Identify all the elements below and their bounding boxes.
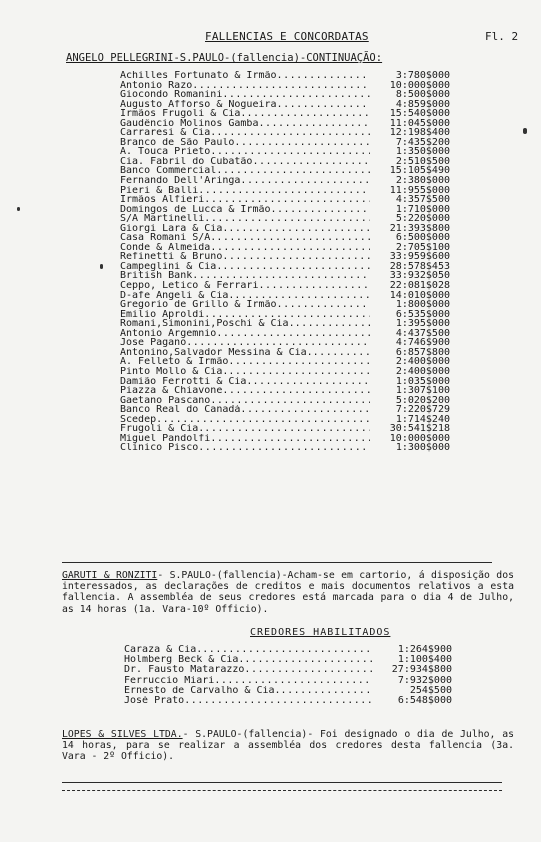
creditor-row	[120, 100, 450, 110]
creditor-name: Pinto Mollo & Cia.	[120, 366, 229, 377]
creditor-row	[120, 195, 450, 205]
creditor-amount: 12:198$400	[389, 128, 450, 138]
creditor-row	[124, 696, 452, 706]
leader-dots	[252, 377, 370, 387]
creditor-list	[120, 71, 450, 453]
section-name: GARUTI & RONZITI	[62, 570, 158, 581]
creditor-name: Gregorio de Grillo & Irmão	[120, 300, 277, 310]
leader-dots	[216, 128, 370, 138]
section-title-angelo-pellegrini	[66, 52, 382, 64]
creditor-row	[120, 71, 450, 81]
header-title: FALLENCIAS E CONCORDATAS	[205, 30, 369, 43]
creditor-name: Irmãos Frugoli & Cia.	[120, 109, 247, 119]
leader-dots	[234, 291, 370, 301]
leader-dots	[204, 310, 370, 320]
creditor-amount: 14:010$000	[389, 290, 450, 301]
creditor-amount: 1:035$000	[395, 376, 450, 387]
creditor-row	[120, 424, 450, 434]
creditor-row	[120, 405, 450, 415]
creditor-row	[120, 386, 450, 396]
creditor-name: Irmãos Alfieri	[120, 195, 205, 205]
creditor-row	[120, 300, 450, 310]
creditor-name: S/A Martinelli	[120, 214, 205, 224]
creditor-name: Damião Ferrotti & Cia.	[120, 376, 253, 387]
creditor-amount: 7:932$000	[397, 675, 452, 686]
creditor-row	[120, 367, 450, 377]
creditor-row	[120, 396, 450, 406]
creditor-row	[124, 645, 452, 655]
creditor-name: Caraza & Cia.	[124, 645, 203, 655]
leader-dots	[228, 367, 370, 377]
leader-dots	[228, 357, 370, 367]
creditor-amount: 1:300$000	[395, 443, 450, 453]
leader-dots	[277, 71, 370, 81]
creditor-amount: 3:780$000	[395, 71, 450, 81]
creditor-row	[120, 281, 450, 291]
creditor-name: Frugoli & Cia.	[120, 424, 205, 434]
creditor-amount: 254$500	[409, 685, 452, 696]
creditor-row	[120, 119, 450, 129]
creditor-row	[120, 310, 450, 320]
leader-dots	[258, 281, 370, 291]
creditor-row	[120, 81, 450, 91]
creditor-amount: 28:578$453	[389, 261, 450, 272]
leader-dots	[156, 415, 370, 425]
creditor-amount: 10:000$000	[389, 80, 450, 91]
divider	[62, 790, 502, 791]
creditor-amount: 5:220$000	[395, 214, 450, 224]
creditor-name: Jose Pagano	[120, 338, 187, 348]
creditor-row	[120, 319, 450, 329]
creditor-row	[120, 157, 450, 167]
creditor-name: Ferruccio Miari	[124, 675, 215, 686]
creditor-amount: 22:081$028	[389, 281, 450, 291]
creditor-name: Giocondo Romanini	[120, 90, 223, 100]
creditor-amount: 1:307$100	[395, 386, 450, 396]
creditor-name: Refinetti & Bruno	[120, 252, 223, 262]
creditor-amount: 7:435$200	[395, 137, 450, 148]
creditor-row	[124, 686, 452, 696]
creditor-amount: 27:934$800	[391, 665, 452, 676]
creditor-row	[124, 676, 452, 686]
section-name: ANGELO PELLEGRINI	[66, 52, 174, 64]
leader-dots	[186, 338, 370, 348]
creditor-row	[120, 291, 450, 301]
creditor-name: Conde & Almeida	[120, 242, 211, 253]
creditor-row	[120, 214, 450, 224]
creditor-name: Romani,Simonini,Poschi & Cia.	[120, 319, 295, 329]
leader-dots	[198, 186, 370, 196]
garuti-paragraph	[62, 570, 514, 615]
creditor-name: Branco de São Paulo	[120, 137, 235, 148]
creditor-name: British Bank	[120, 271, 193, 282]
creditor-name: Banco Real do Canadá	[120, 405, 241, 415]
creditor-amount: 11:955$000	[389, 185, 450, 196]
leader-dots	[295, 319, 370, 329]
creditor-name: Clinico Pisco	[120, 443, 199, 453]
creditor-name: Gaetano Pascano	[120, 395, 211, 406]
leader-dots	[240, 405, 370, 415]
leader-dots	[216, 166, 370, 176]
section-rest: -S.PAULO-(fallencia)-CONTINUAÇÃO:	[173, 52, 383, 64]
creditor-name: Achilles Fortunato & Irmão	[120, 71, 277, 81]
creditor-name: Augusto Afforso & Nogueira	[120, 99, 277, 110]
creditor-row	[120, 338, 450, 348]
creditor-amount: 1:395$000	[395, 319, 450, 329]
creditor-name: D-afe Angeli & Cia.	[120, 290, 235, 301]
leader-dots	[234, 138, 370, 148]
leader-dots	[252, 157, 370, 167]
page-header	[0, 30, 541, 46]
creditor-name: Antonio Argemnio	[120, 328, 217, 339]
creditor-amount: 33:959$600	[389, 252, 450, 262]
creditor-name: Campeglini & Cia.	[120, 261, 223, 272]
leader-dots	[244, 665, 372, 675]
leader-dots	[222, 252, 370, 262]
creditor-name: Emilio Aproldi	[120, 309, 205, 320]
creditor-name: Antonino,Salvador Messina & Cia.	[120, 347, 313, 358]
leader-dots	[313, 348, 370, 358]
creditor-amount: 30:541$218	[389, 424, 450, 434]
creditor-amount: 1:800$000	[395, 300, 450, 310]
creditor-amount: 7:220$729	[395, 405, 450, 415]
leader-dots	[202, 645, 372, 655]
leader-dots	[281, 686, 372, 696]
creditor-row	[120, 109, 450, 119]
creditor-row	[120, 271, 450, 281]
divider	[62, 562, 492, 563]
creditor-row	[120, 233, 450, 243]
creditor-row	[120, 329, 450, 339]
leader-dots	[214, 676, 372, 686]
creditor-row	[120, 90, 450, 100]
creditor-amount: 1:350$000	[395, 147, 450, 157]
ink-mark	[523, 128, 527, 134]
creditor-amount: 1:714$240	[395, 414, 450, 425]
creditor-row	[120, 166, 450, 176]
creditor-amount: 6:857$800	[395, 347, 450, 358]
creditor-row	[120, 443, 450, 453]
divider	[62, 782, 502, 783]
lopes-paragraph	[62, 729, 514, 763]
creditor-row	[120, 377, 450, 387]
creditor-name: Casa Romani S/A.	[120, 233, 217, 243]
habilitated-creditor-list	[124, 645, 452, 706]
creditor-name: Carraresi & Cia.	[120, 128, 217, 138]
creditor-name: Scedep	[120, 414, 157, 425]
creditor-row	[124, 655, 452, 665]
creditor-amount: 4:437$500	[395, 328, 450, 339]
page-number: Fl. 2	[485, 30, 519, 43]
leader-dots	[277, 300, 370, 310]
creditor-amount: 33:932$050	[389, 271, 450, 282]
creditor-amount: 8:500$000	[395, 90, 450, 100]
creditor-amount: 2:400$000	[395, 357, 450, 367]
creditor-name: Antonio Razo	[120, 80, 193, 91]
creditor-name: Piazza & Chiavone	[120, 386, 223, 396]
creditor-name: A. Felleto & Irmão	[120, 357, 229, 367]
paragraph-text: - S.PAULO-(fallencia)-Acham-se em cartorio, á disposição dos interessados, as declarações de creditos e mais documentos relativos a esta fallencia. A assembléa de seus credores está marcada para o dia 4 de Julho, as 14 horas (1a. Vara-10º Officio).	[62, 570, 514, 615]
creditor-name: Banco Commercial	[120, 166, 217, 177]
leader-dots	[198, 443, 370, 453]
creditor-row	[120, 357, 450, 367]
creditor-amount: 6:500$000	[395, 233, 450, 243]
creditor-name: Ceppo, Letico & Ferrari	[120, 281, 259, 291]
creditor-amount: 2:400$000	[395, 366, 450, 377]
leader-dots	[277, 100, 370, 110]
creditor-name: José Prato	[124, 695, 185, 706]
creditor-row	[120, 434, 450, 444]
leader-dots	[210, 396, 370, 406]
section-name: LOPES & SILVES LTDA.	[62, 729, 183, 740]
creditor-amount: 4:357$500	[395, 195, 450, 205]
leader-dots	[240, 176, 370, 186]
leader-dots	[246, 109, 370, 119]
leader-dots	[210, 147, 370, 157]
leader-dots	[210, 434, 370, 444]
creditor-amount: 4:859$000	[395, 99, 450, 110]
creditor-amount: 15:105$490	[389, 166, 450, 177]
creditor-amount: 1:100$400	[397, 655, 452, 666]
creditor-amount: 5:020$200	[395, 395, 450, 406]
creditor-name: Domingos de Lucca & Irmão	[120, 204, 271, 215]
creditor-amount: 2:705$100	[395, 242, 450, 253]
leader-dots	[216, 329, 370, 339]
creditor-row	[120, 186, 450, 196]
creditor-amount: 15:540$000	[389, 109, 450, 119]
creditor-row	[120, 224, 450, 234]
creditor-name: Cia. Fabril do Cubatão	[120, 156, 253, 167]
leader-dots	[210, 243, 370, 253]
leader-dots	[244, 655, 372, 665]
leader-dots	[258, 119, 370, 129]
creditor-amount: 10:000$000	[389, 433, 450, 444]
creditor-name: Dr. Fausto Matarazzo	[124, 665, 245, 676]
creditor-row	[120, 243, 450, 253]
creditor-name: Ernesto de Carvalho & Cia.	[124, 685, 281, 696]
paragraph-text: - S.PAULO-(fallencia)- Foi designado o dia de Julho, as 14 horas, para se realizar a assembléa dos credores desta fallencia (3a. Vara - 2º Officio).	[62, 729, 514, 763]
leader-dots	[222, 90, 370, 100]
leader-dots	[204, 424, 370, 434]
creditor-row	[120, 415, 450, 425]
creditor-row	[120, 262, 450, 272]
ink-mark	[17, 207, 20, 211]
creditor-amount: 11:045$000	[389, 118, 450, 129]
leader-dots	[184, 696, 372, 706]
creditor-row	[120, 348, 450, 358]
creditor-name: Gaudêncio Molinos Gamba	[120, 118, 259, 129]
creditor-row	[120, 205, 450, 215]
leader-dots	[216, 233, 370, 243]
creditor-row	[120, 252, 450, 262]
creditor-row	[120, 138, 450, 148]
leader-dots	[228, 224, 370, 234]
creditor-row	[120, 176, 450, 186]
leader-dots	[271, 205, 370, 215]
creditor-name: A. Touca Prieto	[120, 147, 211, 157]
creditor-amount: 4:746$900	[395, 338, 450, 348]
creditor-amount: 6:548$000	[397, 695, 452, 706]
creditor-name: Holmberg Beck & Cia.	[124, 655, 245, 666]
leader-dots	[204, 195, 370, 205]
creditors-subtitle: CREDORES HABILITADOS	[250, 627, 391, 638]
creditor-name: Fernando Dell'Aringa	[120, 176, 241, 186]
leader-dots	[222, 262, 370, 272]
leader-dots	[192, 81, 370, 91]
creditor-amount: 2:510$500	[395, 156, 450, 167]
leader-dots	[192, 271, 370, 281]
creditor-row	[124, 665, 452, 675]
ink-mark	[100, 264, 103, 269]
leader-dots	[204, 214, 370, 224]
creditor-row	[120, 128, 450, 138]
creditor-row	[120, 147, 450, 157]
creditor-name: Miguel Pandolfi	[120, 433, 211, 444]
creditor-amount: 2:380$000	[395, 176, 450, 186]
creditor-name: Giorgi Lara & Cia.	[120, 223, 229, 234]
creditor-name: Pieri & Balli	[120, 185, 199, 196]
creditor-amount: 21:393$800	[389, 223, 450, 234]
creditor-amount: 1:710$000	[395, 204, 450, 215]
creditor-amount: 6:535$000	[395, 309, 450, 320]
leader-dots	[222, 386, 370, 396]
creditor-amount: 1:264$900	[397, 645, 452, 655]
